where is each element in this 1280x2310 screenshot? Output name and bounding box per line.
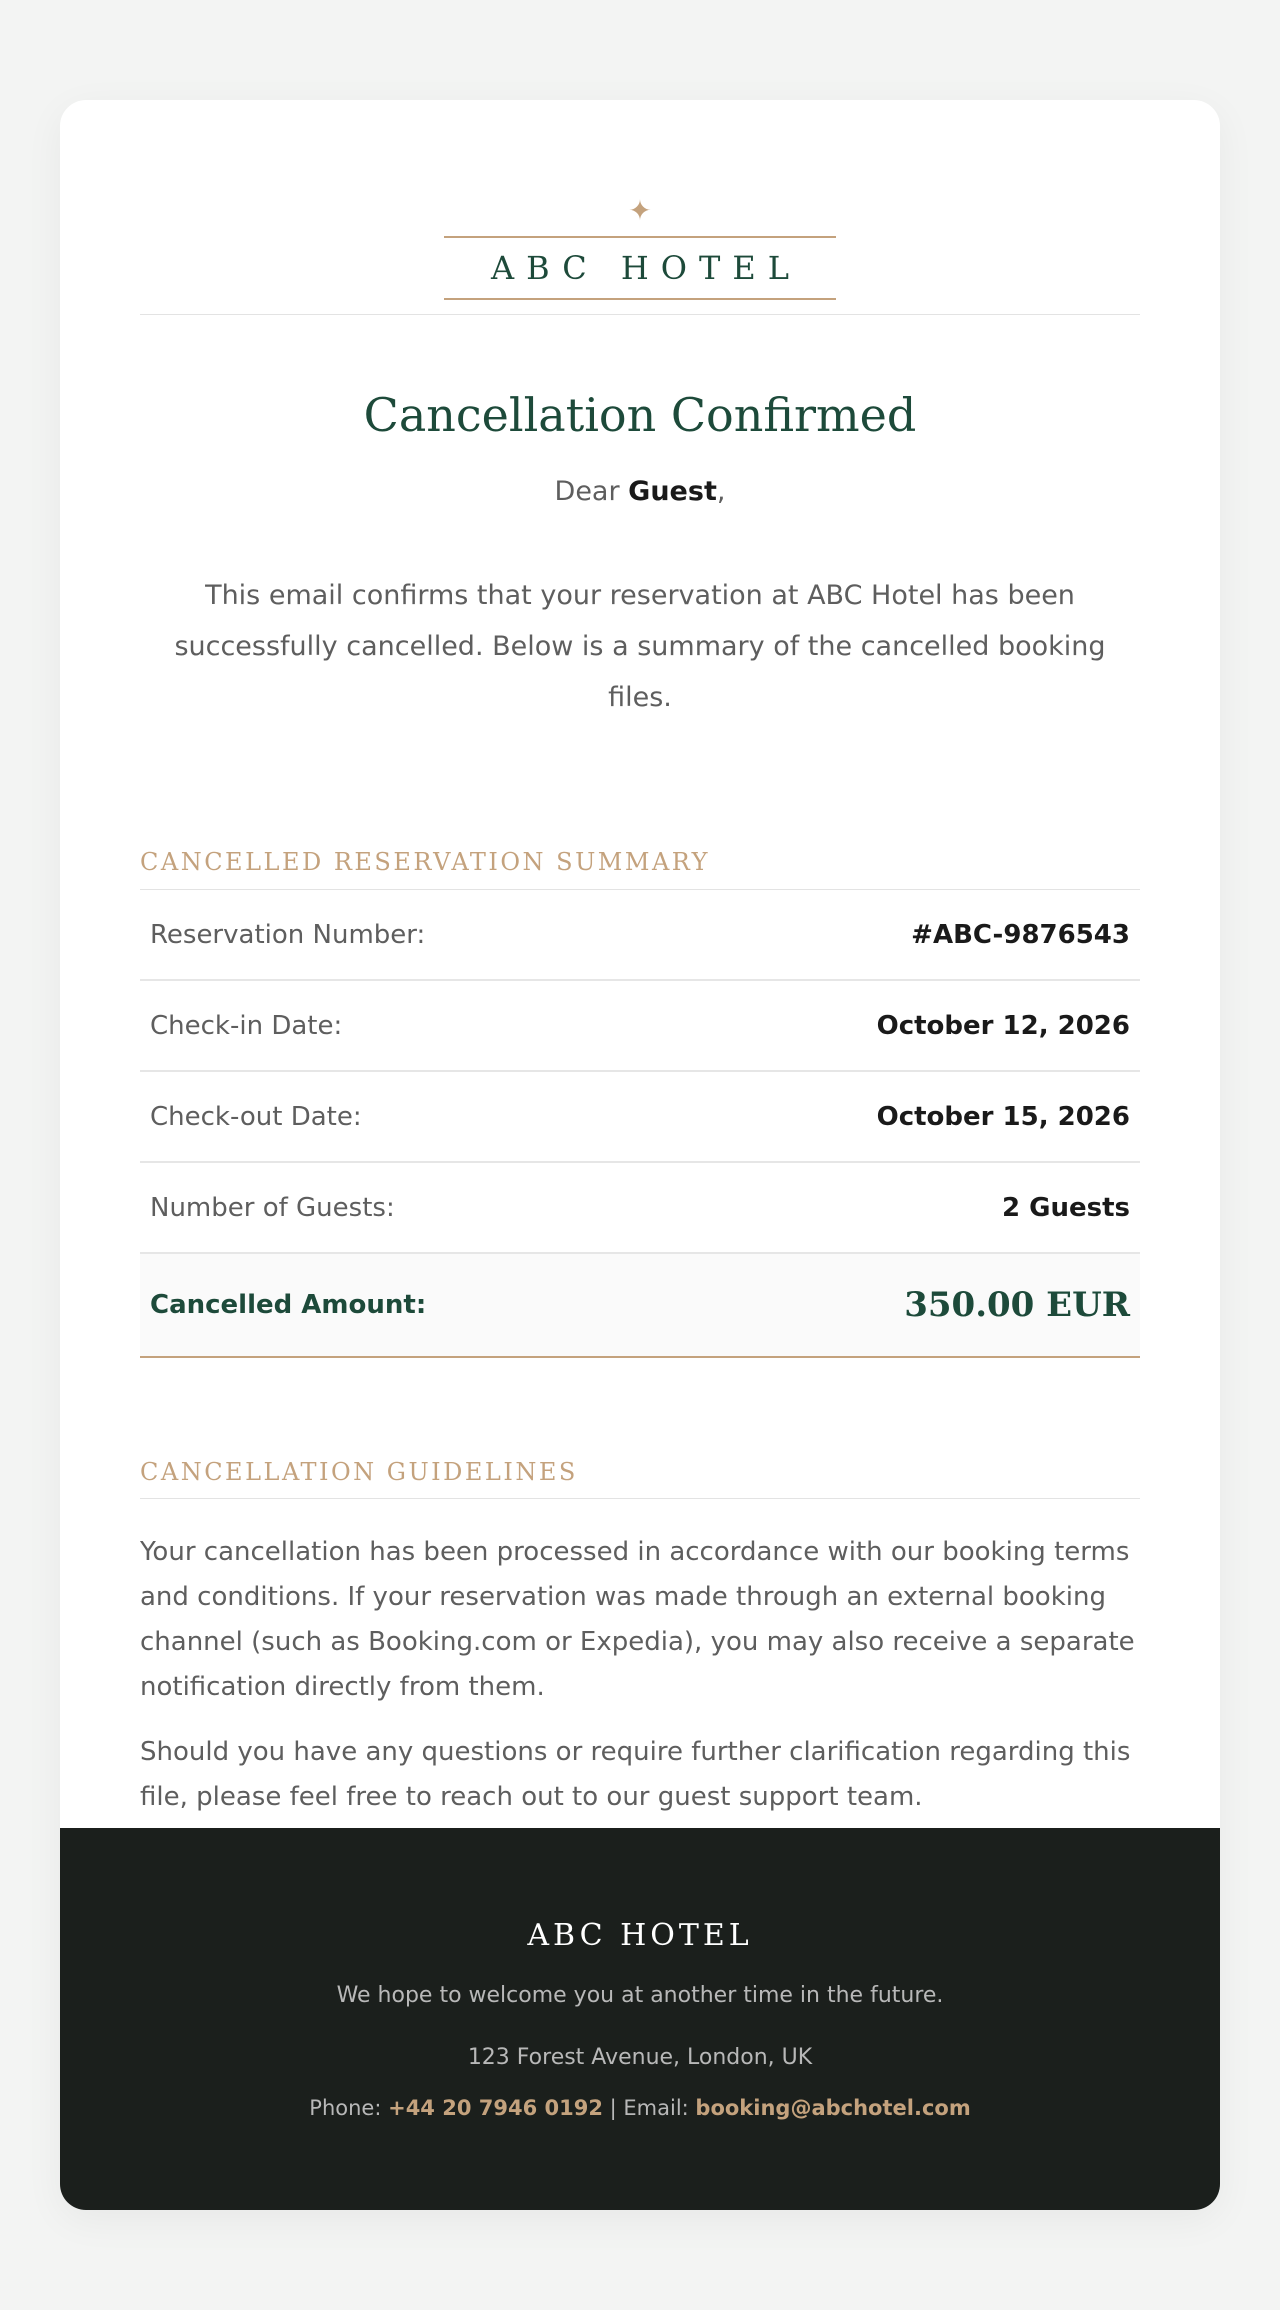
header-divider	[140, 314, 1140, 315]
email-link[interactable]: booking@abchotel.com	[695, 2096, 971, 2120]
row-value: #ABC-9876543	[911, 919, 1130, 950]
row-label: Check-in Date:	[150, 1010, 343, 1041]
summary-table	[140, 890, 1140, 1358]
footer-address: 123 Forest Avenue, London, UK	[467, 2045, 813, 2070]
guidelines-paragraph: Your cancellation has been processed in accordance with our booking terms and conditions. If your reservation was made through an external booking channel (such as Booking.com or Expedia), you may also receive a separate notification directly from them.	[140, 1537, 1135, 1702]
greeting-prefix: Dear	[554, 476, 629, 507]
phone-link[interactable]: +44 20 7946 0192	[388, 2096, 603, 2120]
hotel-logo	[444, 196, 836, 300]
email-card	[60, 100, 1220, 2210]
row-label: Number of Guests:	[150, 1192, 395, 1223]
footer-brand: ABC HOTEL	[527, 1918, 753, 1953]
guidelines-paragraph: Should you have any questions or require further clarification regarding this file, please feel free to reach out to our guest support team.	[140, 1737, 1131, 1812]
table-row	[140, 981, 1140, 1072]
logo-bottom-rule	[444, 298, 836, 300]
contact-separator: |	[602, 2096, 624, 2120]
row-value: 2 Guests	[1001, 1192, 1130, 1223]
greeting	[140, 472, 1140, 512]
total-value: 350.00 EUR	[904, 1285, 1130, 1325]
guidelines-section-title: CANCELLATION GUIDELINES	[140, 1458, 578, 1486]
table-row	[140, 890, 1140, 981]
guidelines-body	[140, 1530, 1140, 1840]
guidelines-section-rule	[140, 1498, 1140, 1499]
greeting-name: Guest	[628, 476, 717, 507]
footer-contact	[60, 2090, 1220, 2126]
email-label: Email:	[623, 2096, 696, 2120]
total-row	[140, 1254, 1140, 1358]
footer-tagline: We hope to welcome you at another time in the future.	[336, 1983, 944, 2008]
page-title: Cancellation Confirmed	[363, 388, 917, 442]
table-row	[140, 1163, 1140, 1254]
row-label: Reservation Number:	[150, 919, 426, 950]
row-value: October 12, 2026	[876, 1010, 1130, 1041]
intro-text: This email confirms that your reservation at ABC Hotel has been successfully cancelled. Below is a summary of the cancelled booking files.	[174, 580, 1106, 713]
greeting-suffix: ,	[716, 476, 726, 507]
row-value: October 15, 2026	[876, 1101, 1130, 1132]
table-row	[140, 1072, 1140, 1163]
phone-label: Phone:	[309, 2096, 389, 2120]
summary-section-title: CANCELLED RESERVATION SUMMARY	[140, 848, 710, 876]
logo-text: ABC HOTEL	[491, 249, 801, 287]
footer	[60, 1828, 1220, 2210]
star-icon: ✦	[628, 194, 652, 227]
total-label: Cancelled Amount:	[150, 1290, 427, 1320]
row-label: Check-out Date:	[150, 1101, 362, 1132]
